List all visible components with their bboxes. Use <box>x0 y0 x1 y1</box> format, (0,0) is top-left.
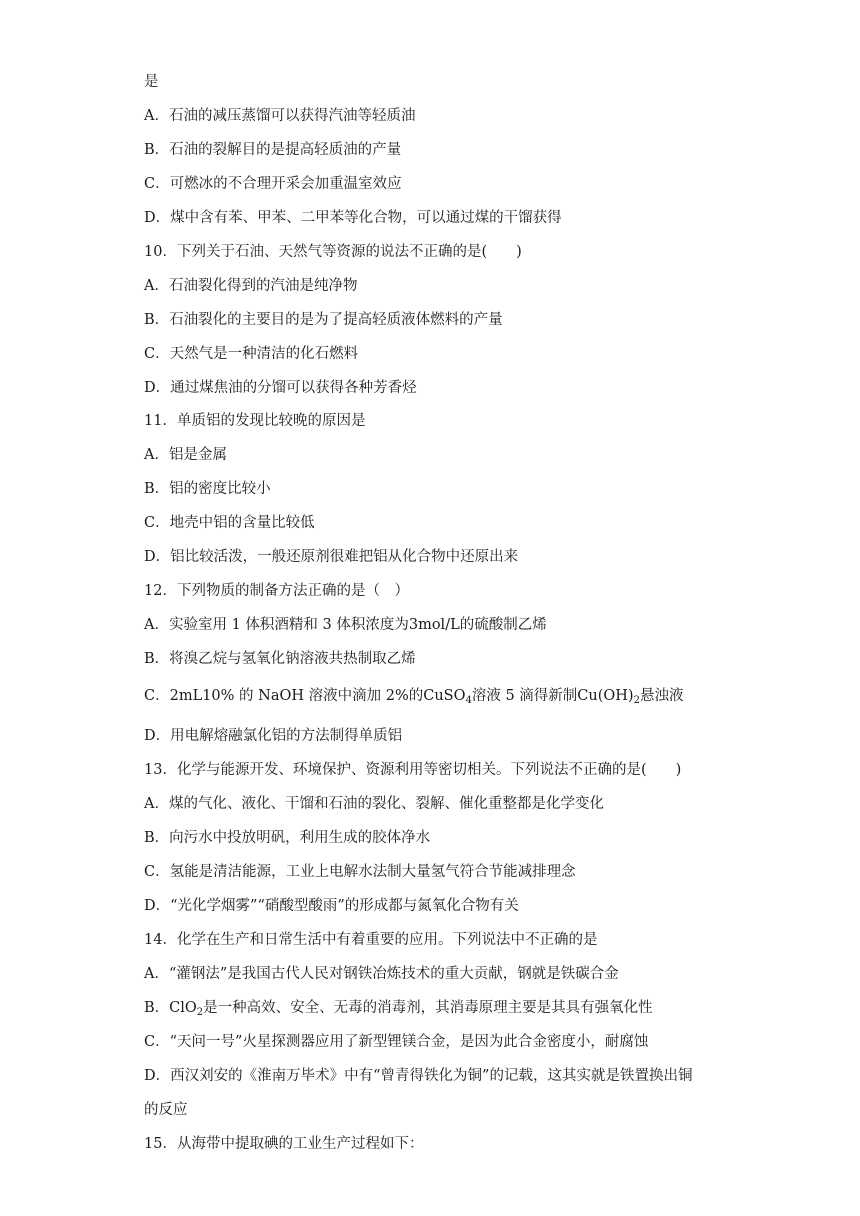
option-b: B．铝的密度比较小 <box>144 481 271 497</box>
question-10: 10．下列关于石油、天然气等资源的说法不正确的是( ) <box>144 244 522 260</box>
option-d: D．西汉刘安的《淮南万毕术》中有“曾青得铁化为铜”的记载，这其实就是铁置换出铜 <box>144 1068 693 1084</box>
option-a: A．实验室用 1 体积酒精和 3 体积浓度为3mol/L的硫酸制乙烯 <box>144 617 547 633</box>
option-c: C．可燃冰的不合理开采会加重温室效应 <box>144 176 402 192</box>
option-c-prefix: C．2mL10% 的 NaOH 溶液中滴加 2%的CuSO <box>144 688 466 704</box>
option-c-suffix: 悬浊液 <box>639 688 684 704</box>
option-d-continued: 的反应 <box>144 1102 188 1118</box>
option-b: B．石油裂化的主要目的是为了提高轻质液体燃料的产量 <box>144 312 503 328</box>
question-12: 12．下列物质的制备方法正确的是（ ） <box>144 583 409 599</box>
option-c: C．“天问一号”火星探测器应用了新型锂镁合金，是因为此合金密度小，耐腐蚀 <box>144 1034 649 1050</box>
option-d: D．“光化学烟雾”“硝酸型酸雨”的形成都与氮氧化合物有关 <box>144 898 519 914</box>
option-b-suffix: 是一种高效、安全、无毒的消毒剂，其消毒原理主要是其具有强氧化性 <box>203 1000 653 1016</box>
option-c <box>144 686 724 706</box>
option-a: A．煤的气化、液化、干馏和石油的裂化、裂解、催化重整都是化学变化 <box>144 796 604 812</box>
subscript: 4 <box>465 695 472 706</box>
option-c: C．氢能是清洁能源，工业上电解水法制大量氢气符合节能减排理念 <box>144 864 576 880</box>
option-b <box>144 998 724 1018</box>
subscript: 2 <box>196 1007 204 1018</box>
option-d: D．通过煤焦油的分馏可以获得各种芳香烃 <box>144 380 417 396</box>
text-line: 是 <box>144 74 159 90</box>
option-b: B．石油的裂解目的是提高轻质油的产量 <box>144 142 402 158</box>
option-c: C．天然气是一种清洁的化石燃料 <box>144 346 359 362</box>
question-11: 11．单质铝的发现比较晚的原因是 <box>144 413 366 429</box>
question-15: 15．从海带中提取碘的工业生产过程如下： <box>144 1136 424 1152</box>
option-d: D．铝比较活泼，一般还原剂很难把铝从化合物中还原出来 <box>144 549 519 565</box>
option-b-prefix: B．ClO <box>144 1000 197 1016</box>
option-a: A．石油裂化得到的汽油是纯净物 <box>144 278 358 294</box>
option-b: B．将溴乙烷与氢氧化钠溶液共热制取乙烯 <box>144 651 416 667</box>
option-a: A．“灌钢法”是我国古代人民对钢铁冶炼技术的重大贡献，钢就是铁碳合金 <box>144 966 619 982</box>
option-c-mid: 溶液 5 滴得新制Cu(OH) <box>471 688 634 704</box>
question-14: 14．化学在生产和日常生活中有着重要的应用。下列说法中不正确的是 <box>144 932 598 948</box>
option-d: D．煤中含有苯、甲苯、二甲苯等化合物，可以通过煤的干馏获得 <box>144 210 562 226</box>
subscript: 2 <box>633 695 640 706</box>
option-c: C．地壳中铝的含量比较低 <box>144 515 315 531</box>
option-d: D．用电解熔融氯化铝的方法制得单质铝 <box>144 728 403 744</box>
question-13: 13．化学与能源开发、环境保护、资源利用等密切相关。下列说法不正确的是( ) <box>144 762 682 778</box>
option-a: A．石油的减压蒸馏可以获得汽油等轻质油 <box>144 108 416 124</box>
option-a: A．铝是金属 <box>144 447 227 463</box>
option-b: B．向污水中投放明矾，利用生成的胶体净水 <box>144 830 431 846</box>
